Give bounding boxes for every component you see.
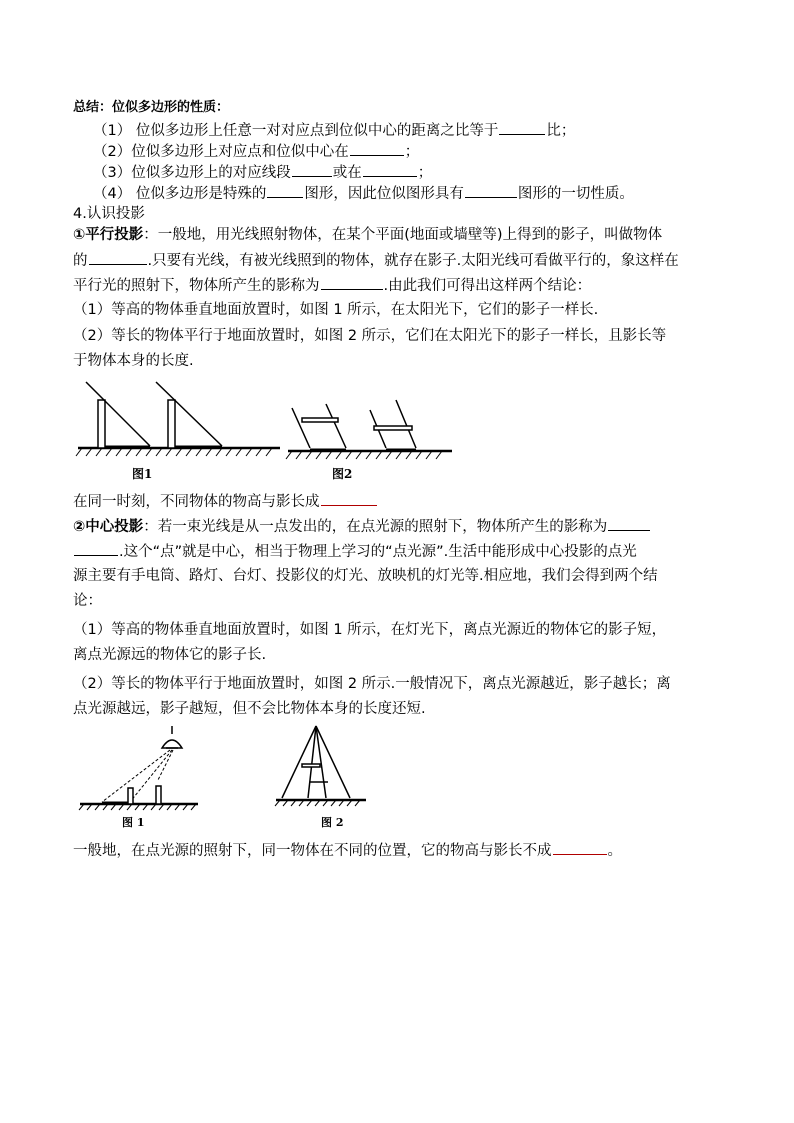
figure-caption: 图1 xyxy=(132,467,153,481)
answer-blank[interactable] xyxy=(74,541,118,556)
answer-blank[interactable] xyxy=(363,162,417,177)
summary-title: 总结：位似多边形的性质： xyxy=(73,100,230,115)
answer-blank[interactable] xyxy=(465,183,517,198)
central-conclusion-1-line-2: 离点光源远的物体它的影子长. xyxy=(73,647,267,663)
central-paragraph-line-1: ②中心投影：若一束光线是从一点发出的，在点光源的照射下，物体所产生的影称为 xyxy=(73,516,651,537)
answer-blank[interactable] xyxy=(608,516,650,531)
summary-item-1: （1） 位似多边形上任意一对对应点到位似中心的距离之比等于 比； xyxy=(93,120,575,141)
answer-blank[interactable] xyxy=(89,250,147,265)
parallel-conclusion-1: （1）等高的物体垂直地面放置时，如图 1 所示，在太阳光下，它们的影子一样长. xyxy=(73,302,599,318)
parallel-projection-figures xyxy=(70,378,460,486)
summary-item-3: （3）位似多边形上的对应线段 或在 ； xyxy=(93,162,432,183)
answer-blank[interactable] xyxy=(553,840,607,855)
answer-blank[interactable] xyxy=(499,120,545,135)
central-paragraph-line-2: .这个“点”就是中心，相当于物理上学习的“点光源”.生活中能形成中心投影的点光 xyxy=(73,541,637,562)
answer-blank[interactable] xyxy=(321,491,377,506)
section-heading: 4.认识投影 xyxy=(73,206,145,222)
pole xyxy=(168,400,175,448)
parallel-conclusion-2-line-2: 于物体本身的长度. xyxy=(73,353,194,369)
summary-item-2: （2）位似多边形上对应点和位似中心在 ； xyxy=(93,141,419,162)
sun-ray xyxy=(86,382,150,446)
rod xyxy=(302,418,338,422)
parallel-paragraph-line-1: ①平行投影：一般地，用光线照射物体，在某个平面(地面或墙壁等)上得到的影子，叫做物体 xyxy=(73,227,663,243)
sun-ray xyxy=(156,382,222,446)
summary-item-4: （4） 位似多边形是特殊的 图形，因此位似图形具有 图形的一切性质。 xyxy=(93,183,634,204)
central-paragraph-line-4: 论： xyxy=(73,593,102,609)
central-label: ②中心投影 xyxy=(73,519,144,535)
central-projection-figures xyxy=(76,720,396,832)
answer-blank[interactable] xyxy=(321,275,383,290)
answer-blank[interactable] xyxy=(267,183,303,198)
figure-caption: 图 2 xyxy=(321,816,344,829)
parallel-label: ①平行投影 xyxy=(73,227,144,243)
figure-caption: 图2 xyxy=(332,467,353,481)
central-final-conclusion: 一般地，在点光源的照射下，同一物体在不同的位置，它的物高与影长不成 。 xyxy=(73,840,622,861)
answer-blank[interactable] xyxy=(292,162,332,177)
central-conclusion-1-line-1: （1）等高的物体垂直地面放置时，如图 1 所示，在灯光下，离点光源近的物体它的影子短， xyxy=(73,622,667,638)
central-paragraph-line-3: 源主要有手电筒、路灯、台灯、投影仪的灯光、放映机的灯光等.相应地，我们会得到两个结 xyxy=(73,568,658,584)
parallel-paragraph-line-2: 的 .只要有光线，有被光线照到的物体，就存在影子.太阳光线可看做平行的，象这样在 xyxy=(73,250,679,271)
rod xyxy=(374,426,412,430)
parallel-conclusion-2-line-1: （2）等长的物体平行于地面放置时，如图 2 所示，它们在太阳光下的影子一样长，且影长等 xyxy=(73,328,667,344)
figure-caption: 图 1 xyxy=(122,816,145,829)
lamp-icon xyxy=(162,740,182,748)
central-conclusion-2-line-2: 点光源越远，影子越短，但不会比物体本身的长度还短. xyxy=(73,701,426,717)
pole xyxy=(98,400,105,448)
pole xyxy=(128,788,133,804)
parallel-paragraph-line-3: 平行光的照射下，物体所产生的影称为 .由此我们可得出这样两个结论： xyxy=(73,275,591,296)
central-conclusion-2-line-1: （2）等长的物体平行于地面放置时，如图 2 所示.一般情况下，离点光源越近，影子越长；离 xyxy=(73,676,671,692)
pole xyxy=(156,786,161,804)
answer-blank[interactable] xyxy=(350,141,404,156)
parallel-final-conclusion: 在同一时刻，不同物体的物高与影长成 xyxy=(73,491,378,512)
